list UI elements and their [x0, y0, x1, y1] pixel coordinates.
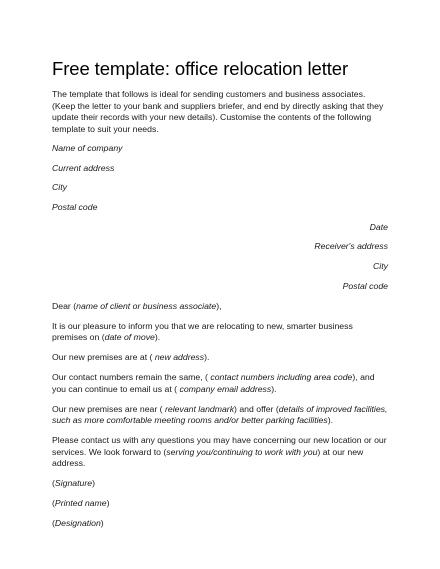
sender-block	[52, 143, 388, 214]
paragraph-closing: Please contact us with any questions you may have concerning our new location or our services. We look forward to (serving you/continuing to work with you) at our new address.	[52, 435, 387, 468]
designation-field: Designation	[54, 518, 101, 528]
move-date-field: date of move	[104, 332, 155, 342]
landmark-field: relevant landmark	[164, 403, 235, 414]
paragraph-new-address: Our new premises are at ( new address).	[52, 352, 210, 362]
printed-name-field: Printed name	[54, 498, 107, 508]
recipient-date: Date	[369, 221, 388, 232]
signature-field: Signature	[54, 478, 93, 488]
salutation-field: name of client or business associate	[76, 300, 217, 311]
paragraph-contact: Our contact numbers remain the same, ( contact numbers including area code), and you can continue to email us at ( company email address).	[52, 372, 375, 394]
sender-address: Current address	[52, 162, 115, 173]
salutation: Dear (name of client or business associate),	[52, 300, 222, 311]
page-title: Free template: office relocation letter	[52, 58, 349, 79]
recipient-postal: Postal code	[342, 280, 388, 291]
printed-name-line: (Printed name)	[52, 498, 110, 508]
letter-template	[52, 58, 388, 538]
paragraph-facilities: Our new premises are near ( relevant landmark) and offer (details of improved facilities, such as more comfortable meeting rooms and/or better parking facilities).	[52, 403, 388, 425]
sender-company: Name of company	[52, 143, 123, 153]
designation-line: (Designation)	[52, 518, 104, 528]
intro-paragraph: The template that follows is ideal for sending customers and business associates. (Keep the letter to your bank and suppliers briefer, and end by directly asking that they update their records with your new details). Customise the contents of the following template to suit your needs.	[52, 89, 384, 134]
contact-numbers-field: contact numbers including area code	[210, 372, 353, 382]
relationship-field: serving you/continuing to work with you	[166, 446, 318, 457]
facilities-field: details of improved facilities, such as more comfortable meeting rooms and/or better parking facilities	[52, 403, 388, 425]
new-address-field: new address	[154, 352, 205, 362]
email-field: company email address	[177, 383, 272, 394]
sender-postal: Postal code	[52, 202, 98, 213]
recipient-block	[52, 222, 388, 293]
paragraph-relocation: It is our pleasure to inform you that we are relocating to new, smarter business premises on (date of move).	[52, 320, 353, 342]
signature-line: (Signature)	[52, 478, 96, 488]
recipient-city: City	[373, 261, 388, 272]
sender-city: City	[52, 182, 67, 193]
recipient-address: Receiver's address	[314, 241, 388, 252]
